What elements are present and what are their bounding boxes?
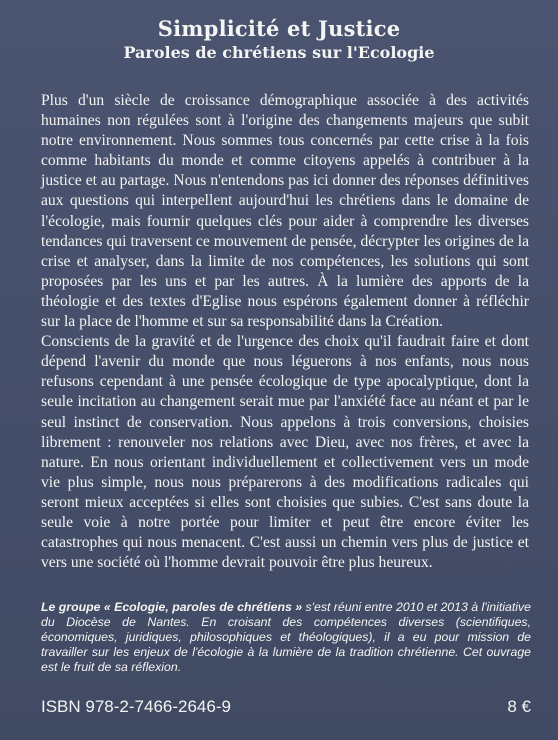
isbn: ISBN 978-2-7466-2646-9 [41,697,231,716]
about-group [41,600,531,675]
blurb-paragraph-1: Plus d'un siècle de croissance démographique associée à des activités humaines non régulées sont à l'origine des changements majeurs que subit notre environnement. Nous sommes tous concernés par cette crise à la fois comme habitants du monde et comme citoyens appelés à contribuer à la justice et au partage. Nous n'entendons pas ici donner des réponses définitives aux questions qui interpellent aujourd'hui les chrétiens dans le domaine de l'écologie, mais fournir quelques clés pour aider à comprendre les diverses tendances qui traversent ce mouvement de pensée, décrypter les origines de la crise et analyser, dans la limite de nos compétences, les solutions qui sont proposées par les uns et par les autres. À la lumière des apports de la théologie et des textes d'Eglise nous espérons également donner à réfléchir sur la place de l'homme et sur sa responsabilité dans la Création. [41,92,529,331]
group-name: Le groupe « Ecologie, paroles de chrétiens » [41,600,303,614]
price: 8 € [507,697,531,716]
cover-header [0,16,558,63]
book-title: Simplicité et Justice [157,16,401,41]
book-subtitle: Paroles de chrétiens sur l'Ecologie [123,43,435,62]
about-text: s'est réuni entre 2010 et 2013 à l'initiative du Diocèse de Nantes. En croisant des compétences diverses (scientifiques, économiques, juridiques, philosophiques et théologiques), il a eu pour mission de travailler sur les enjeux de l'écologie à la lumière de la tradition chrétienne. Cet ouvrage est le fruit de sa réflexion. [41,600,531,674]
blurb [41,91,529,573]
blurb-paragraph-2: Conscients de la gravité et de l'urgence des choix qu'il faudrait faire et dont dépend l'avenir du monde que nous léguerons à nos enfants, nous nous refusons cependant à une pensée écologique de type apocalyptique, dont la seule incitation au changement serait mue par l'anxiété face au néant et par le seul instinct de conservation. Nous appelons à trois conversions, choisies librement : renouveler nos relations avec Dieu, avec nos frères, et avec la nature. En nous orientant individuellement et collectivement vers un mode vie plus simple, nous nous préparerons à des modifications radicales qui seront mieux acceptées si elles sont choisies que subies. C'est sans doute la seule voie à notre portée pour limiter et peut être encore éviter les catastrophes qui nous menacent. C'est aussi un chemin vers plus de justice et vers une société où l'homme devrait pouvoir être plus heureux. [41,333,529,572]
